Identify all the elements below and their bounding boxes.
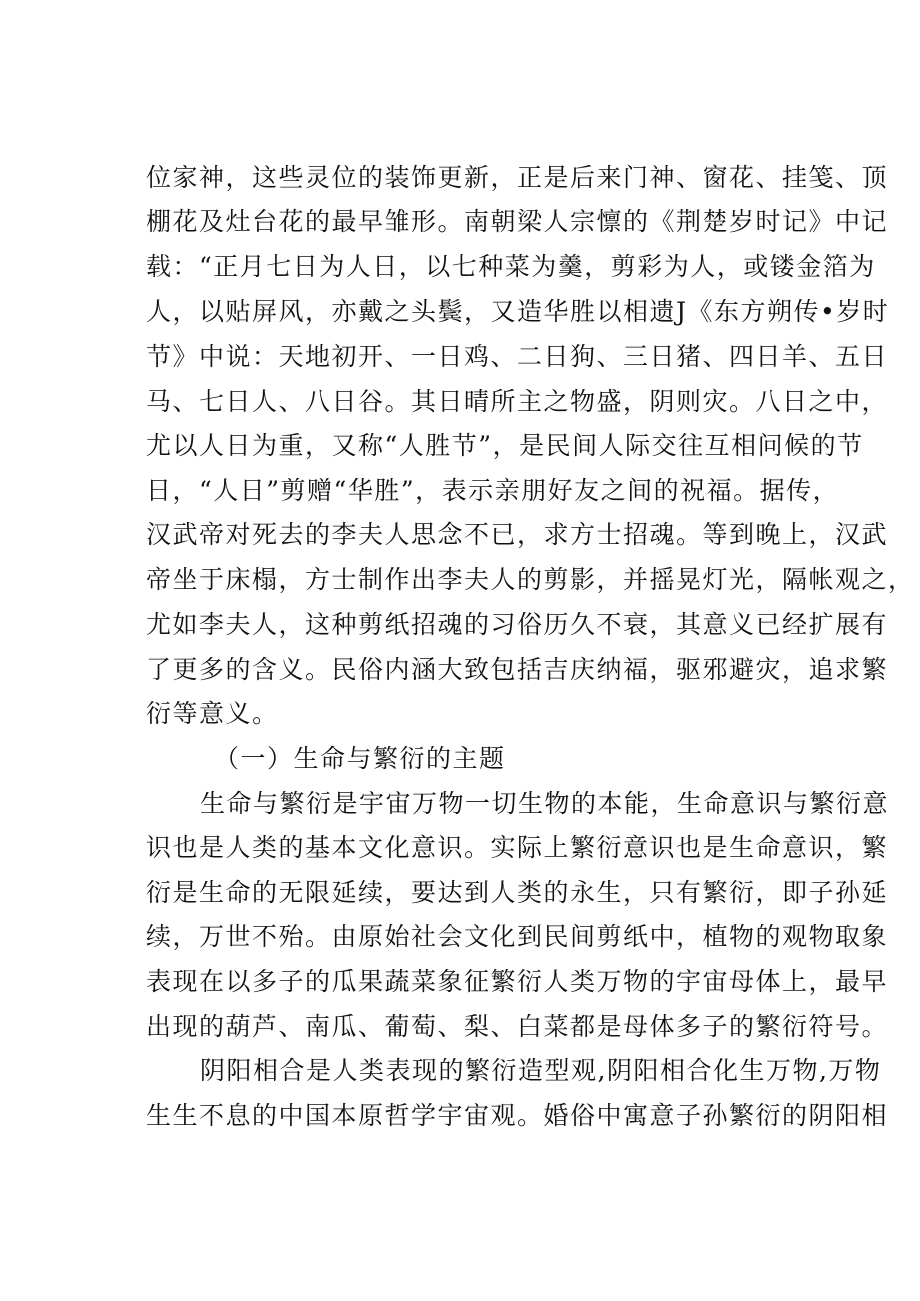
paragraph-line: 出现的葫芦、南瓜、葡萄、梨、白菜都是母体多子的繁衍符号。 bbox=[146, 1012, 889, 1041]
paragraph-line: 帝坐于床榻，方士制作出李夫人的剪影，并摇晃灯光，隔帐观之， bbox=[146, 565, 915, 594]
paragraph-line: 阴阳相合是人类表现的繁衍造型观,阴阳相合化生万物,万物 bbox=[200, 1056, 882, 1085]
paragraph-line: 生命与繁衍是宇宙万物一切生物的本能，生命意识与繁衍意 bbox=[200, 789, 890, 818]
paragraph-line: 载：“正月七日为人日，以七种菜为羹，剪彩为人，或镂金箔为 bbox=[146, 252, 876, 281]
paragraph-line: 衍等意义。 bbox=[146, 699, 279, 728]
paragraph-line: 了更多的含义。民俗内涵大致包括吉庆纳福，驱邪避灾，追求繁 bbox=[146, 655, 889, 684]
paragraph-line: 尤如李夫人，这种剪纸招魂的习俗历久不衰，其意义已经扩展有 bbox=[146, 610, 889, 639]
paragraph-line: 尤以人日为重，又称“人胜节”，是民间人际交往互相问候的节 bbox=[146, 431, 864, 460]
paragraph-line: 生生不息的中国本原哲学宇宙观。婚俗中寓意子孙繁衍的阴阳相 bbox=[146, 1101, 889, 1130]
paragraph-line: 人，以贴屏风，亦戴之头鬓，又造华胜以相遗J《东方朔传•岁时 bbox=[146, 297, 890, 326]
paragraph-line: 马、七日人、八日谷。其日晴所主之物盛，阴则灾。八日之中， bbox=[146, 387, 889, 416]
paragraph-line: 衍是生命的无限延续，要达到人类的永生，只有繁衍，即子孙延 bbox=[146, 878, 889, 907]
paragraph-line: 棚花及灶台花的最早雏形。南朝梁人宗懔的《荆楚岁时记》中记 bbox=[146, 207, 889, 236]
paragraph-line: 日，“人日”剪赠“华胜”，表示亲朋好友之间的祝福。据传， bbox=[146, 476, 840, 505]
paragraph-line: 续，万世不殆。由原始社会文化到民间剪纸中，植物的观物取象 bbox=[146, 922, 889, 951]
paragraph-line: 识也是人类的基本文化意识。实际上繁衍意识也是生命意识，繁 bbox=[146, 833, 889, 862]
section-heading: （一）生命与繁衍的主题 bbox=[214, 744, 506, 773]
paragraph-line: 节》中说：天地初开、一日鸡、二日狗、三日猪、四日羊、五日 bbox=[146, 342, 889, 371]
paragraph-line: 位家神，这些灵位的装饰更新，正是后来门神、窗花、挂笺、顶 bbox=[146, 163, 889, 192]
paragraph-line: 表现在以多子的瓜果蔬菜象征繁衍人类万物的宇宙母体上，最早 bbox=[146, 967, 889, 996]
paragraph-line: 汉武帝对死去的李夫人思念不已，求方士招魂。等到晚上，汉武 bbox=[146, 520, 889, 549]
